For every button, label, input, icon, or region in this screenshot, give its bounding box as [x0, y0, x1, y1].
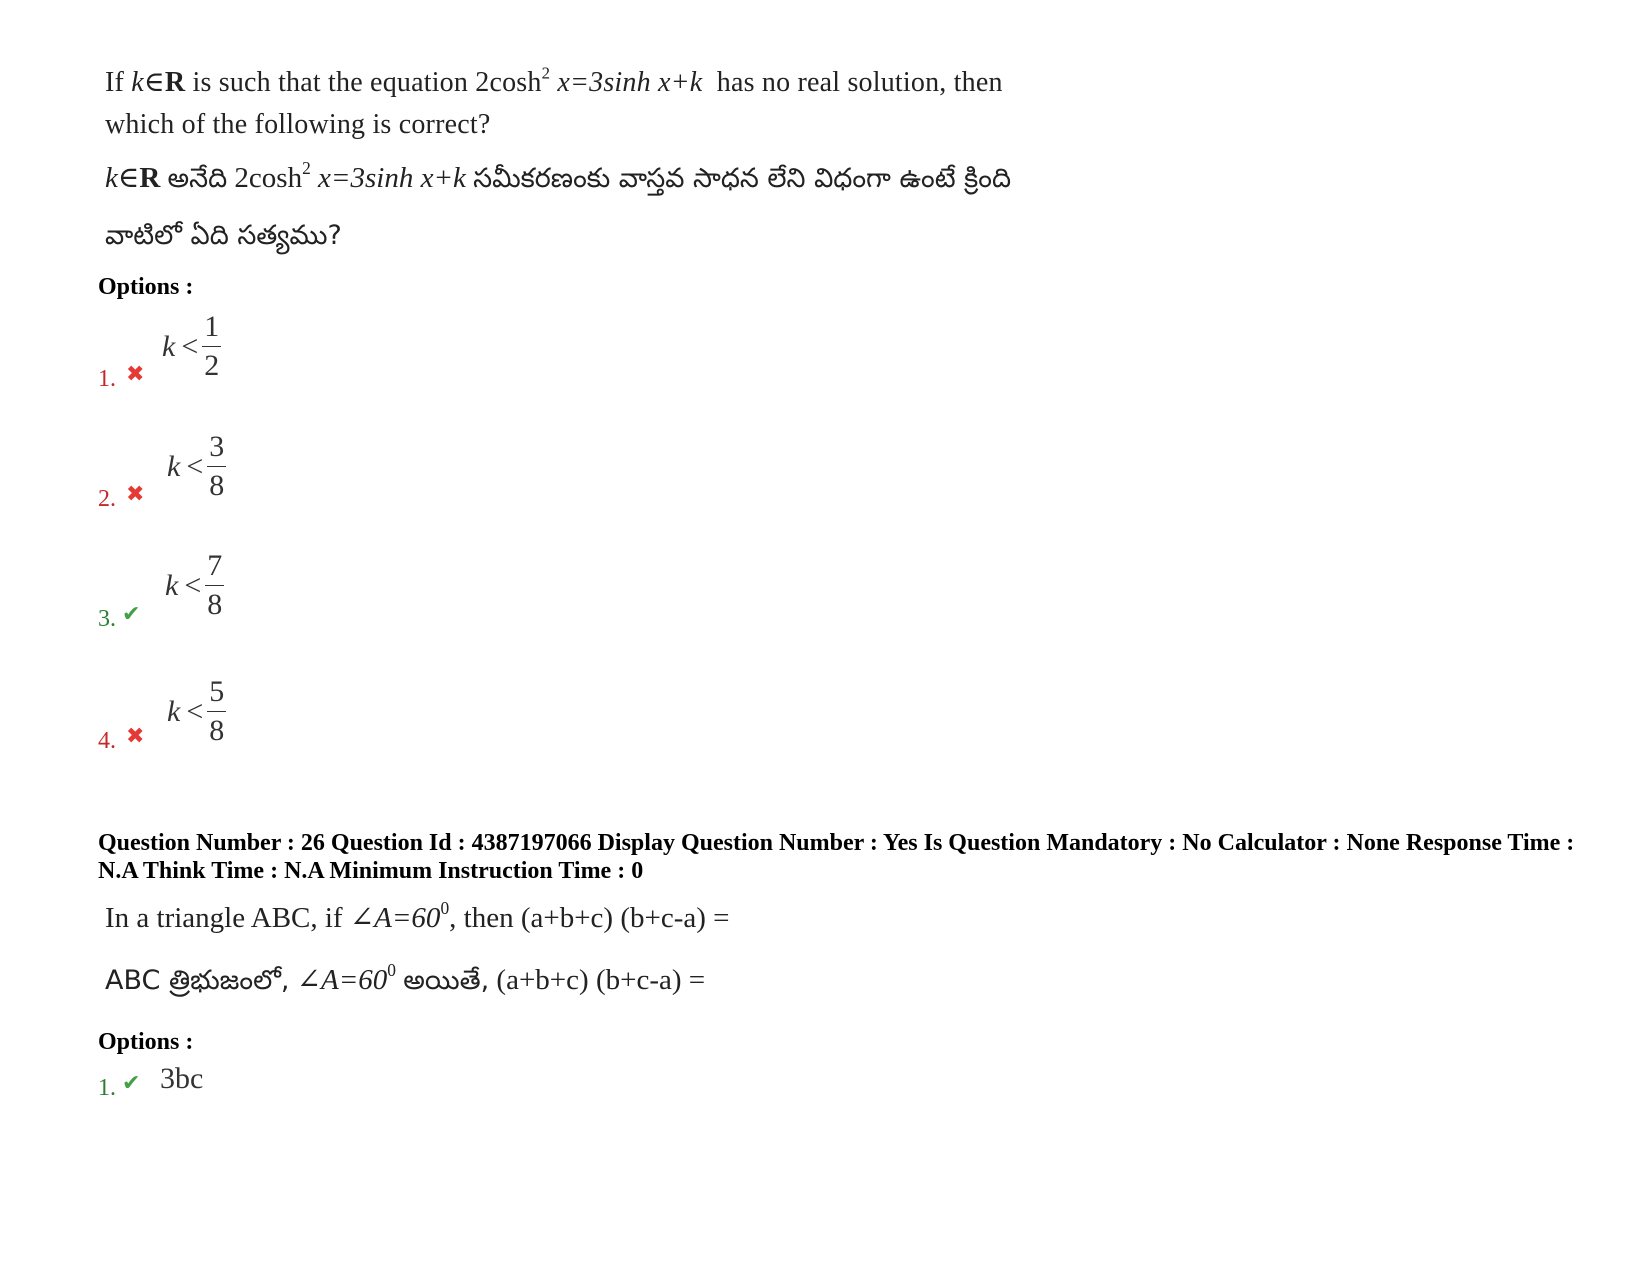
text-mid: is such that the equation [192, 67, 469, 98]
telugu-mid: అయితే, [403, 965, 490, 996]
text-suffix: , then (a+b+c) (b+c-a) = [449, 902, 730, 934]
numerator: 1 [202, 312, 221, 347]
equation [475, 63, 703, 98]
cross-icon: ✖ [126, 362, 145, 387]
math-k: k [165, 568, 179, 602]
math-op: < [186, 449, 204, 483]
fraction [202, 312, 221, 381]
math-in: ∈ [117, 162, 140, 194]
angle-sup: 0 [440, 897, 450, 918]
eq-a: 2cosh [475, 67, 542, 98]
checkmark-icon: ✔ [122, 1071, 141, 1096]
numerator: 5 [207, 677, 226, 712]
option-expression [167, 432, 226, 501]
options-label-26: Options : [98, 1029, 194, 1055]
telugu-mid: అనేది [167, 163, 228, 194]
question-25-telugu-line2: వాటిలో ఏది సత్యము? [105, 220, 342, 251]
eq-a: 2cosh [234, 162, 303, 194]
checkmark-icon: ✔ [122, 602, 141, 627]
fraction [207, 677, 226, 746]
math-k: k [162, 329, 176, 363]
text-line2: which of the following is correct? [105, 109, 491, 140]
option-number: 4. [98, 728, 116, 754]
denominator: 8 [209, 714, 225, 747]
fraction [207, 432, 226, 501]
telugu-suffix: సమీకరణంకు వాస్తవ సాధన లేని విధంగా ఉంటే క్రింది [473, 163, 1012, 194]
math-op: < [184, 568, 202, 602]
angle: ∠A=60 [296, 964, 388, 996]
question-26-english [105, 897, 730, 935]
option-text: 3bc [160, 1062, 204, 1095]
options-label-25: Options : [98, 274, 194, 300]
math-k: k [131, 67, 144, 98]
eq-sup: 2 [302, 157, 311, 178]
eq-b: x=3sinh x+k [550, 67, 703, 98]
question-25-english [105, 62, 1205, 146]
option-expression [165, 551, 224, 620]
numerator: 7 [205, 551, 224, 586]
option-number: 3. [98, 606, 116, 632]
option-expression [167, 677, 226, 746]
cross-icon: ✖ [126, 482, 145, 507]
text-suffix: has no real solution, then [716, 67, 1003, 98]
question-25-telugu-line1 [105, 157, 1012, 201]
denominator: 8 [207, 588, 223, 621]
math-in: ∈ [143, 67, 165, 98]
cross-icon: ✖ [126, 724, 145, 749]
denominator: 2 [204, 349, 220, 382]
math-R: R [139, 162, 161, 194]
telugu-prefix: ABC త్రిభుజంలో, [105, 965, 290, 996]
denominator: 8 [209, 469, 225, 502]
option-number: 2. [98, 486, 116, 512]
question-26-telugu [105, 959, 706, 1003]
angle-sup: 0 [387, 959, 396, 980]
math-R: R [164, 67, 186, 98]
math-op: < [186, 694, 204, 728]
math-k: k [167, 694, 181, 728]
option-expression [162, 312, 221, 381]
text-prefix: In a triangle ABC, if [105, 902, 343, 934]
math-op: < [181, 329, 199, 363]
option-number: 1. [98, 1075, 116, 1101]
fraction [205, 551, 224, 620]
math-k: k [167, 449, 181, 483]
option-number: 1. [98, 366, 116, 392]
telugu-suffix: (a+b+c) (b+c-a) = [496, 964, 706, 996]
eq-b: x=3sinh x+k [310, 162, 466, 194]
math-k: k [105, 162, 118, 194]
eq-sup: 2 [541, 63, 551, 83]
text-if: If [105, 67, 125, 98]
question-26-meta: Question Number : 26 Question Id : 4387197066 Display Question Number : Yes Is Question Mandatory : No Calculator : None Response Time : N.A Think Time : N.A Minimum Instruction Time : 0 [98, 830, 1575, 884]
numerator: 3 [207, 432, 226, 467]
angle: ∠A=60 [349, 902, 441, 934]
